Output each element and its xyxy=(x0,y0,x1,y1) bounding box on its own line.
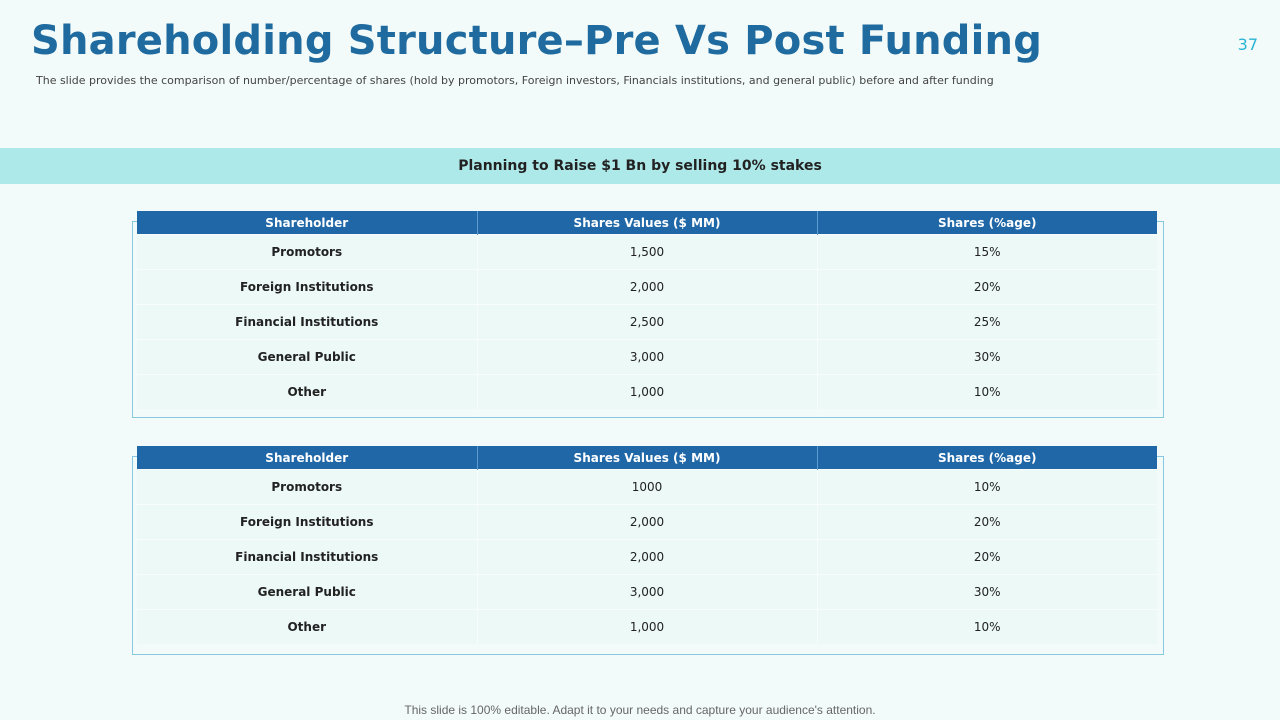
shareholder-cell: Other xyxy=(137,610,477,645)
column-header-share-percent: Shares (%age) xyxy=(817,211,1157,235)
share-value-cell: 1,500 xyxy=(477,235,817,270)
table-row xyxy=(137,270,1157,305)
shareholder-cell: General Public xyxy=(137,575,477,610)
table-row xyxy=(137,340,1157,375)
share-value-cell: 3,000 xyxy=(477,575,817,610)
funding-banner xyxy=(0,148,1280,184)
shareholder-cell: Foreign Institutions xyxy=(137,270,477,305)
share-value-cell: 1,000 xyxy=(477,375,817,410)
column-header-share-percent: Shares (%age) xyxy=(817,446,1157,470)
share-percent-cell: 30% xyxy=(817,340,1157,375)
shareholder-cell: General Public xyxy=(137,340,477,375)
share-value-cell: 1000 xyxy=(477,470,817,505)
share-percent-cell: 20% xyxy=(817,505,1157,540)
slide-subtitle: The slide provides the comparison of number/percentage of shares (hold by promotors, Foreign investors, Financials institutions, and general public) before and after funding xyxy=(36,74,994,87)
share-value-cell: 3,000 xyxy=(477,340,817,375)
share-percent-cell: 10% xyxy=(817,610,1157,645)
table-row xyxy=(137,610,1157,645)
column-header-shareholder: Shareholder xyxy=(137,446,477,470)
shareholder-cell: Foreign Institutions xyxy=(137,505,477,540)
table-row xyxy=(137,540,1157,575)
column-header-share-values: Shares Values ($ MM) xyxy=(477,211,817,235)
table-header-row xyxy=(137,211,1157,235)
column-header-share-values: Shares Values ($ MM) xyxy=(477,446,817,470)
share-percent-cell: 10% xyxy=(817,470,1157,505)
shareholder-cell: Other xyxy=(137,375,477,410)
share-percent-cell: 10% xyxy=(817,375,1157,410)
post-funding-table xyxy=(137,446,1157,644)
share-value-cell: 2,000 xyxy=(477,540,817,575)
share-value-cell: 2,500 xyxy=(477,305,817,340)
share-value-cell: 2,000 xyxy=(477,505,817,540)
share-percent-cell: 15% xyxy=(817,235,1157,270)
column-header-shareholder: Shareholder xyxy=(137,211,477,235)
share-value-cell: 1,000 xyxy=(477,610,817,645)
shareholder-cell: Promotors xyxy=(137,470,477,505)
banner-text: Planning to Raise $1 Bn by selling 10% stakes xyxy=(458,158,822,174)
page-title: Shareholding Structure–Pre Vs Post Funding xyxy=(31,18,1043,64)
share-percent-cell: 20% xyxy=(817,540,1157,575)
page-number: 37 xyxy=(1237,35,1258,54)
table-header-row xyxy=(137,446,1157,470)
table-row xyxy=(137,305,1157,340)
shareholder-cell: Financial Institutions xyxy=(137,305,477,340)
share-value-cell: 2,000 xyxy=(477,270,817,305)
share-percent-cell: 25% xyxy=(817,305,1157,340)
table-row xyxy=(137,470,1157,505)
share-percent-cell: 20% xyxy=(817,270,1157,305)
footer-note: This slide is 100% editable. Adapt it to your needs and capture your audience's attention. xyxy=(404,703,876,717)
table-row xyxy=(137,505,1157,540)
share-percent-cell: 30% xyxy=(817,575,1157,610)
table-row xyxy=(137,235,1157,270)
shareholder-cell: Financial Institutions xyxy=(137,540,477,575)
shareholder-cell: Promotors xyxy=(137,235,477,270)
pre-funding-table xyxy=(137,211,1157,409)
table-row xyxy=(137,375,1157,410)
table-row xyxy=(137,575,1157,610)
